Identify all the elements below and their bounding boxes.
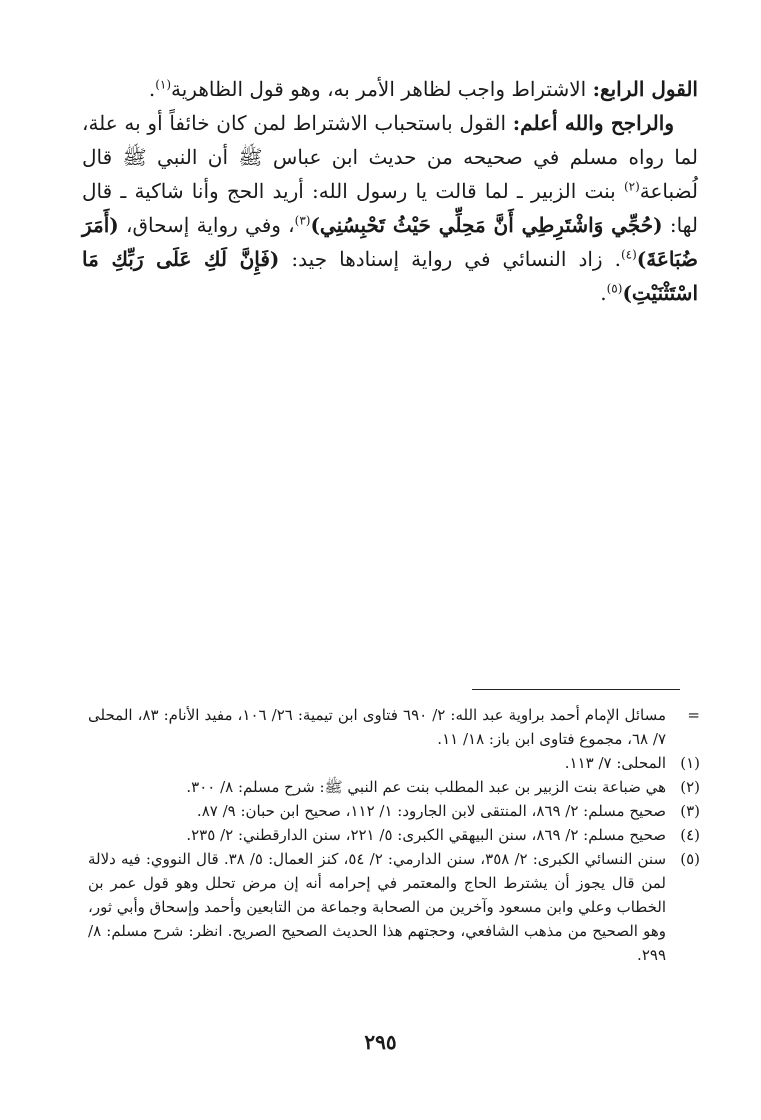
footnote-text: صحيح مسلم: ٢/ ٨٦٩، المنتقى لابن الجارود: ١/ ١١٢، صحيح ابن حبان: ٩/ ٨٧. (196, 802, 666, 820)
preferred-heading: والراجح والله أعلم: (512, 111, 674, 135)
paragraph-text: ، وفي رواية إسحاق، (118, 213, 295, 237)
footnote-ref[interactable]: (٤) (620, 247, 637, 262)
hadith-quote: (فَإِنَّ لَكِ عَلَى رَبِّكِ مَا اسْتَثْنَيْتِ) (82, 247, 698, 305)
paragraph-text: القول باستحباب الاشتراط لمن كان خائفاً أو به علة، لما رواه مسلم في صحيحه من حديث ابن عباس ﷺ أن النبي ﷺ قال لُضباعة (82, 111, 698, 203)
footnote-ref[interactable]: (٢) (623, 179, 640, 194)
footnote-text: المحلى: ٧/ ١١٣. (564, 754, 666, 772)
footnote-continuation (88, 703, 700, 751)
footnote-1 (88, 751, 700, 775)
footnote-4 (88, 823, 700, 847)
footnotes (88, 703, 700, 967)
main-text (82, 72, 698, 310)
page-number: ٢٩٥ (364, 1030, 397, 1054)
footnote-text: سنن النسائي الكبرى: ٢/ ٣٥٨، سنن الدارمي: ٢/ ٥٤، كنز العمال: ٥/ ٣٨. قال النووي: فيه دلالة لمن قال يجوز أن يشترط الحاج والمعتمر في إحرامه أنه إن مرض تحلل وهو قول عمر بن الخطاب وعلي وابن مسعود وآخرين من الصحابة وجماعة من التابعين وأحمد وإسحاق وأبي ثور، وهو الصحيح من مذهب الشافعي، وحجتهم هذا الحديث الصحيح الصريح. انظر: شرح مسلم: ٨/ ٢٩٩. (88, 850, 667, 964)
footnote-divider (472, 689, 680, 690)
footnote-text: هي ضباعة بنت الزبير بن عبد المطلب بنت عم النبي ﷺ: شرح مسلم: ٨/ ٣٠٠. (186, 778, 666, 796)
footnote-ref[interactable]: (٣) (294, 213, 311, 228)
footnote-text: مسائل الإمام أحمد براوية عبد الله: ٢/ ٦٩٠ فتاوى ابن تيمية: ٢٦/ ١٠٦، مفيد الأنام: ٨٣، المحلى ٧/ ٦٨، مجموع فتاوى ابن باز: ١٨/ ١١. (88, 706, 666, 748)
footnote-mark: (٢) (680, 778, 700, 796)
hadith-quote: (حُجِّي وَاشْتَرِطِي أَنَّ مَحِلِّي حَيْثُ تَحْبِسُنِي) (310, 213, 663, 237)
footnote-ref[interactable]: (٥) (606, 281, 623, 296)
paragraph-text: بنت الزبير ـ لما قالت يا رسول الله: أريد الحج وأنا شاكية ـ قال لها: (82, 179, 698, 237)
opinion-heading: القول الرابع: (592, 77, 698, 101)
footnote-mark: (٥) (680, 850, 700, 868)
footnote-2 (88, 775, 700, 799)
footnote-mark: (٤) (680, 826, 700, 844)
footnote-mark: (١) (680, 754, 700, 772)
footnote-mark: = (687, 706, 700, 724)
paragraph-preferred-opinion: والراجح والله أعلم: القول باستحباب الاشتراط لمن كان خائفاً أو به علة، لما رواه مسلم في صحيحه من حديث ابن عباس ﷺ أن النبي ﷺ قال لُضباعة$^{(٢)}$ بنت الزبير ـ لما قالت يا رسول الله: أريد الحج وأنا شاكية ـ قال لها: (حُجِّي وَاشْتَرِطِي أَنَّ مَحِلِّي حَيْثُ تَحْبِسُنِي)$^{(٣)}$، وفي رواية إسحاق، (أَمَرَ ضُبَاعَةَ)$^{(٤)}$. زاد النسائي في رواية إسنادها جيد: (فَإِنَّ لَكِ عَلَى رَبِّكِ مَا اسْتَثْنَيْتِ)$^{(٥)}$. (82, 111, 699, 305)
footnote-text: صحيح مسلم: ٢/ ٨٦٩، سنن البيهقي الكبرى: ٥/ ٢٢١، سنن الدارقطني: ٢/ ٢٣٥. (186, 826, 666, 844)
footnote-3 (88, 799, 700, 823)
paragraph-text: . زاد النسائي في رواية إسنادها جيد: (279, 247, 621, 271)
footnote-ref[interactable]: (١) (155, 77, 172, 92)
footnote-5 (88, 847, 700, 967)
footnote-mark: (٣) (680, 802, 700, 820)
paragraph-fourth-opinion: القول الرابع: الاشتراط واجب لظاهر الأمر به، وهو قول الظاهرية$^{(١)}$. (148, 77, 698, 101)
paragraph-text: الاشتراط واجب لظاهر الأمر به، وهو قول الظاهرية (171, 77, 593, 101)
hadith-quote: (أَمَرَ ضُبَاعَةَ) (82, 213, 699, 271)
